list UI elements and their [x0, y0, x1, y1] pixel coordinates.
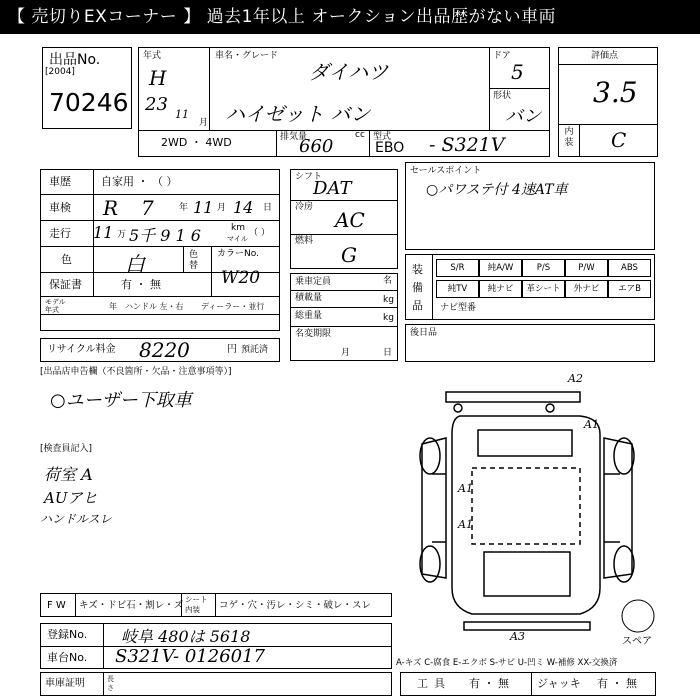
equipment-cell: 純ナビ: [479, 280, 522, 298]
ac-value: AC: [335, 208, 365, 232]
mileage-man: 11: [93, 223, 114, 242]
deadline-month: 月: [341, 348, 351, 358]
inspection-day: 14: [233, 198, 254, 217]
warranty-label: 保証書: [49, 278, 82, 291]
sales-point-text: ○パワステ付 4速AT車: [426, 182, 568, 198]
inspection-era: R: [103, 196, 119, 220]
km-unit: km: [231, 223, 245, 233]
recycle-note: 預託済: [241, 345, 269, 355]
mile-unit: マイル: [227, 235, 248, 243]
registration-label: 登録No.: [47, 628, 88, 641]
fuel-label: 燃料: [295, 236, 314, 246]
page-header: 【 売切りEXコーナー 】 過去1年以上 オークション出品歴がない車両: [0, 0, 700, 34]
inspector-label: [検査員記入]: [40, 444, 93, 454]
displacement-label: 排気量: [280, 132, 308, 142]
grade-score: 3.5: [593, 76, 638, 109]
fw-label: F W: [47, 600, 66, 611]
model-year-label: モデル年式: [45, 298, 66, 314]
handle-label: ハンドル 左・右: [125, 302, 184, 311]
drive-type: 2WD ・ 4WD: [161, 136, 232, 149]
interior-grade: C: [611, 128, 627, 152]
deadline-label: 名変期限: [295, 329, 332, 339]
doors-label: ドア: [493, 51, 511, 61]
inspector-line-1: 荷室 A: [44, 465, 93, 484]
damage-label-a2: A2: [568, 372, 583, 385]
damage-legend: A-キズ C-腐食 E-エクボ S-サビ U-凹ミ W-補修 XX-交換済: [396, 658, 618, 668]
equipment-cell: 純TV: [436, 280, 479, 298]
notes-text: ○ユーザー下取車: [50, 390, 192, 411]
ac-label: 冷房: [295, 202, 314, 212]
doors-value: 5: [511, 60, 524, 84]
interior-label: 内装: [564, 127, 574, 148]
inspection-month: 11: [193, 198, 214, 217]
seats-label: 乗車定員: [295, 277, 332, 287]
type-prefix: EBO: [375, 140, 405, 156]
equipment-label: 装備品: [412, 263, 423, 312]
displacement-unit: cc: [355, 130, 365, 140]
dealer-label: ディーラー・並行: [201, 302, 265, 311]
seats-unit: 名: [383, 276, 393, 286]
footer-tools-box: [400, 672, 656, 696]
shift-label: シフト: [295, 172, 323, 182]
equipment-cell: 革シート: [522, 280, 565, 298]
day-unit: 日: [263, 203, 273, 213]
color-label: 色: [61, 253, 72, 266]
grade-box: [558, 47, 658, 157]
fw-scratches: キズ・ドビ石・割レ・ズ: [79, 600, 184, 611]
lot-box: [42, 47, 132, 129]
damage-label-a3: A3: [510, 630, 525, 643]
equipment-cell: P/S: [522, 259, 565, 277]
tools-label: 工具: [417, 677, 451, 690]
vehicle-box: [138, 47, 550, 157]
damage-label-a1-lower: A1: [458, 518, 473, 531]
chassis-value: S321V- 0126017: [115, 646, 266, 667]
lot-label: 出品No.: [49, 52, 101, 68]
rear-items-box: [405, 324, 655, 362]
registration-value: 岐阜 480は 5618: [121, 627, 251, 646]
recycle-box: [40, 338, 280, 362]
shift-value: DAT: [313, 178, 352, 199]
maker-name: ダイハツ: [309, 60, 389, 84]
type-value: - S321V: [429, 134, 505, 156]
year-label: 年式: [143, 51, 162, 61]
capacity-box: [290, 273, 398, 361]
jack-value: 有 ・ 無: [597, 677, 637, 690]
cert-label: 車庫証明: [45, 678, 85, 689]
mileage-paren: （ ）: [249, 228, 270, 238]
equipment-box: [405, 254, 655, 320]
condition-box: [40, 593, 392, 617]
inspector-line-3: ハンドルスレ: [40, 512, 112, 526]
rear-items-label: 後日品: [410, 328, 438, 338]
inspector-line-2: AUアヒ: [44, 489, 98, 507]
equipment-cell: ABS: [608, 259, 651, 277]
recycle-amount: 8220: [139, 338, 190, 362]
length-label: 長さ: [107, 675, 114, 692]
color-change-label: 色替: [189, 250, 199, 271]
load-unit: kg: [383, 295, 394, 305]
mileage-rest: 5千 9 1 6: [129, 226, 201, 245]
damage-label-a1-right: A1: [584, 418, 599, 431]
gross-label: 総重量: [295, 311, 323, 321]
grade-label: 評価点: [591, 51, 619, 61]
recycle-label: リサイクル料金: [47, 344, 116, 355]
equipment-cell: エアB: [608, 280, 651, 298]
fuel-value: G: [341, 243, 357, 267]
tools-value: 有 ・ 無: [469, 677, 509, 690]
footer-cert-box: [40, 672, 392, 696]
deadline-day: 日: [383, 348, 393, 358]
shape-label: 形状: [493, 91, 512, 101]
inspection-label: 車検: [49, 201, 71, 214]
color-no-label: カラーNo.: [217, 249, 259, 259]
shift-box: [290, 169, 398, 269]
seat-label: シート内装: [185, 595, 208, 614]
shape-value: バン: [505, 106, 541, 127]
year-unit: 年: [179, 203, 189, 213]
car-diagram: [400, 368, 660, 650]
color-value: 白: [125, 252, 145, 276]
history-value: 自家用 ・ （ ）: [101, 175, 178, 188]
registration-box: [40, 623, 392, 669]
warranty-value: 有 ・ 無: [121, 278, 161, 291]
equipment-cell: P/W: [565, 259, 608, 277]
gross-unit: kg: [383, 313, 394, 323]
spare-label: スペア: [622, 636, 652, 647]
equipment-cell: 外ナビ: [565, 280, 608, 298]
history-box: [40, 169, 280, 331]
lot-number: 70246: [49, 88, 129, 117]
equipment-cell: 純A/W: [479, 259, 522, 277]
year-era: H: [149, 66, 167, 90]
load-label: 積載量: [295, 293, 323, 303]
mileage-label: 走行: [49, 227, 71, 240]
equipment-cell: S/R: [436, 259, 479, 277]
month-unit: 月: [199, 118, 209, 128]
seat-condition: コゲ・穴・汚レ・シミ・破レ・スレ: [219, 600, 372, 611]
sales-point-label: セールスポイント: [410, 166, 482, 176]
man-unit: 万: [117, 230, 127, 240]
lot-year-tag: [2004]: [45, 67, 75, 77]
sales-point-box: [405, 162, 655, 250]
notes-label: [出品店申告欄（不良箇所・欠品・注意事項等）]: [40, 367, 232, 377]
color-no-value: W20: [221, 268, 261, 288]
jack-label: ジャッキ: [537, 677, 581, 690]
chassis-label: 車台No.: [47, 651, 88, 664]
model-year-unit: 年: [109, 302, 117, 311]
recycle-unit: 円: [227, 344, 237, 355]
type-label: 型式: [373, 132, 392, 142]
history-label: 車歴: [49, 175, 71, 188]
car-name-label: 車名・グレード: [215, 51, 279, 61]
inspection-year: 7: [141, 196, 154, 220]
model-name: ハイゼット バン: [225, 102, 371, 126]
displacement-value: 660: [299, 136, 334, 157]
year-value: 23: [145, 94, 168, 115]
month-unit-2: 月: [217, 203, 227, 213]
damage-label-a1-left: A1: [458, 482, 473, 495]
year-month: 11: [175, 108, 189, 121]
navi-model-label: ナビ型番: [440, 303, 477, 313]
